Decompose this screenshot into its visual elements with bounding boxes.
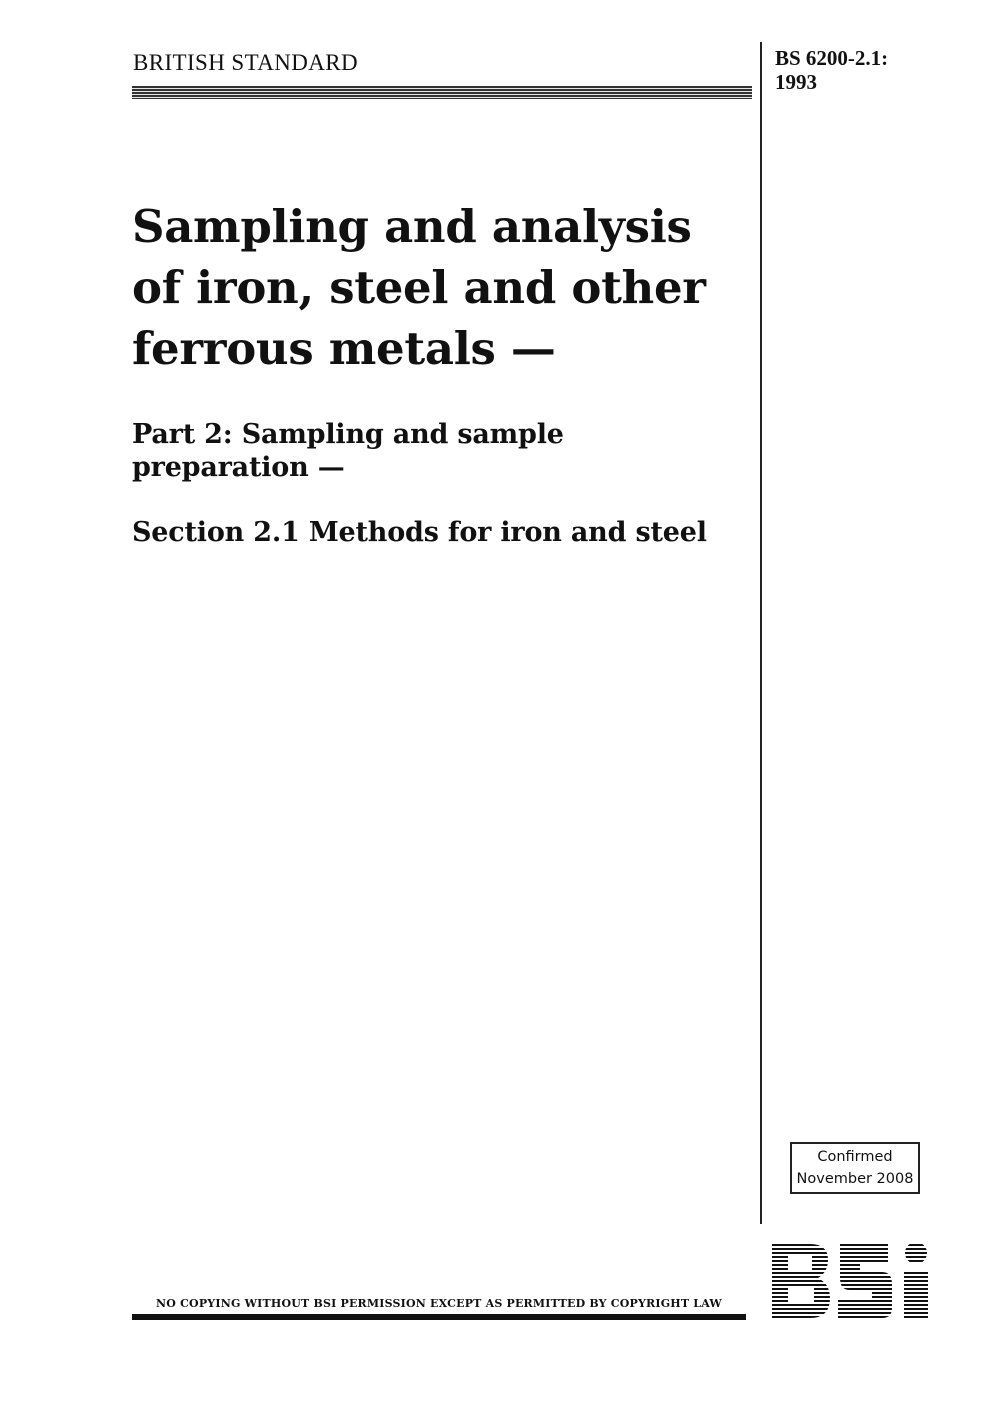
document-title — [132, 196, 752, 379]
header-rule — [132, 86, 752, 99]
confirmed-label: Confirmed — [817, 1149, 893, 1165]
section-title: Section 2.1 Methods for iron and steel — [132, 517, 707, 548]
confirmed-stamp — [790, 1142, 920, 1194]
title-line: of iron, steel and other — [132, 261, 706, 314]
standard-number-year: 1993 — [775, 70, 817, 94]
document-series-label: BRITISH STANDARD — [133, 50, 358, 75]
footer-rule — [132, 1314, 746, 1320]
title-line: ferrous metals — — [132, 322, 556, 375]
copyright-notice: NO COPYING WITHOUT BSI PERMISSION EXCEPT AS PERMITTED BY COPYRIGHT LAW — [156, 1297, 722, 1310]
confirmed-date: November 2008 — [796, 1171, 914, 1187]
standard-number — [775, 46, 888, 94]
bsi-logo-icon — [770, 1240, 944, 1322]
part-title-line: preparation — — [132, 452, 345, 483]
title-line: Sampling and analysis — [132, 200, 692, 253]
vertical-divider — [760, 42, 762, 1224]
standard-number-code: BS 6200-2.1: — [775, 46, 889, 70]
part-title-line: Part 2: Sampling and sample — [132, 419, 564, 450]
part-title — [132, 418, 752, 484]
